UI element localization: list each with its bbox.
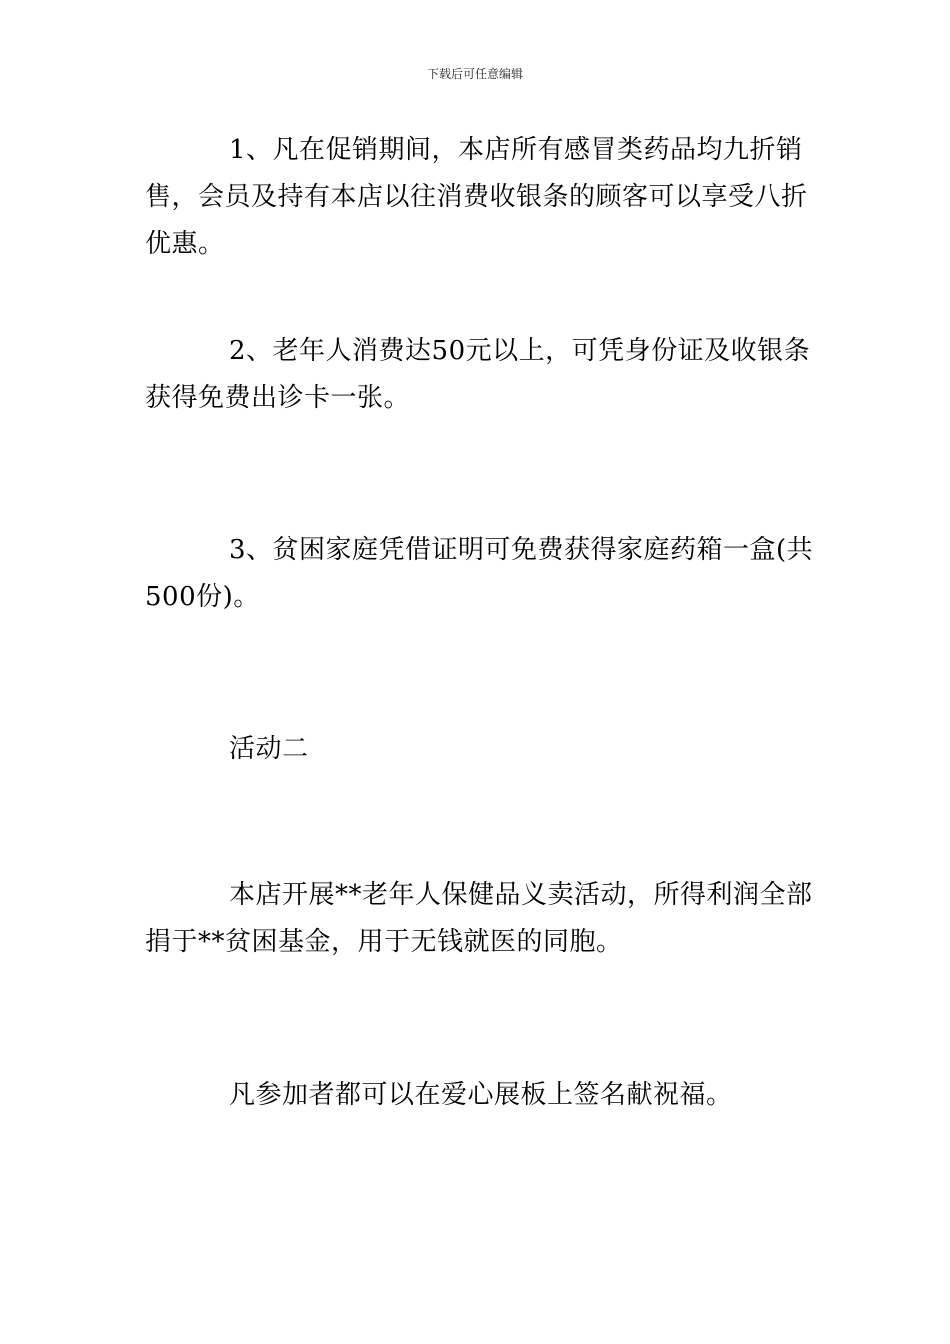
page-header-note: 下载后可任意编辑 <box>426 67 523 81</box>
paragraph-signature-board: 凡参加者都可以在爱心展板上签名献祝福。 <box>229 1080 733 1110</box>
paragraph-elderly-free-card: 2、老年人消费达50元以上，可凭身份证及收银条获得免费出诊卡一张。 <box>145 336 811 413</box>
paragraph-charity-sale: 本店开展**老年人保健品义卖活动，所得利润全部捐于**贫困基金，用于无钱就医的同胞。 <box>145 880 813 957</box>
section-heading-activity-two: 活动二 <box>229 734 309 764</box>
paragraph-promo-cold-medicine: 1、凡在促销期间，本店所有感冒类药品均九折销售，会员及持有本店以往消费收银条的顾客可以享受八折优惠。 <box>145 135 808 259</box>
paragraph-poor-family-medicine-box: 3、贫困家庭凭借证明可免费获得家庭药箱一盒(共500份)。 <box>145 535 814 612</box>
